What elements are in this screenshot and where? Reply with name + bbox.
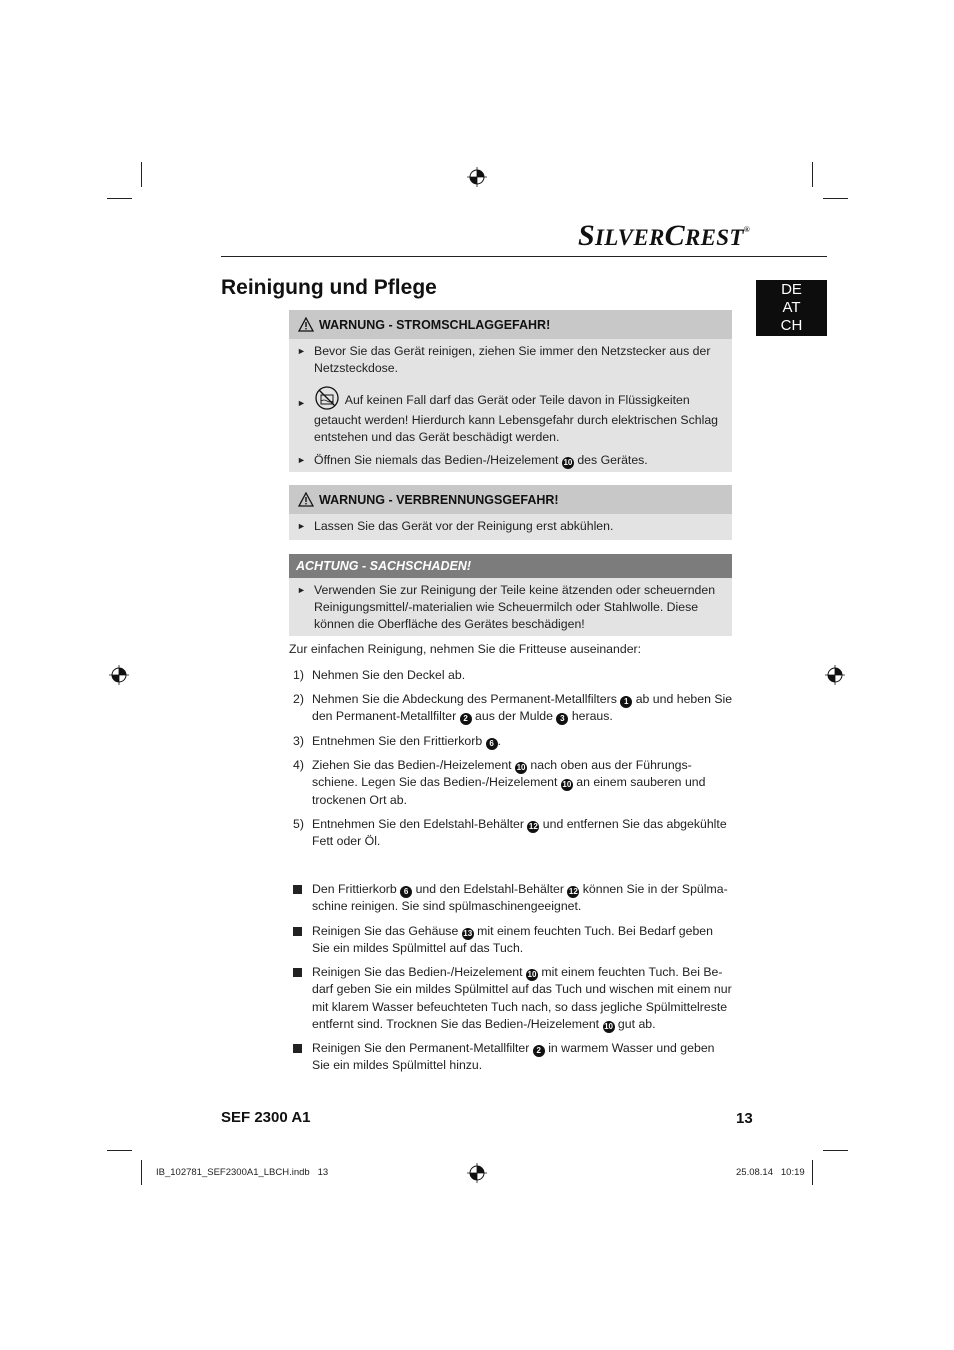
- brand-letters: REST: [684, 225, 744, 250]
- step-text-part: Ziehen Sie das Bedien-/Heizelement: [312, 758, 516, 772]
- warning-electric-bullet: [289, 386, 734, 446]
- cleaning-text-part: können Sie in der Spülma-schine reinigen. Sie sind spülmaschinengeeignet.: [312, 882, 728, 914]
- cleaning-text-part: mit einem feuchten Tuch. Bei Bedarf geben Sie ein mildes Spülmittel auf das Tuch.: [312, 924, 713, 956]
- step-text-part: und entfernen Sie das abgekühlte Fett oder Öl.: [312, 817, 727, 849]
- crop-mark: [141, 1160, 142, 1185]
- caution-bullet: [289, 582, 734, 633]
- crop-mark: [823, 198, 848, 199]
- step-text-part: ab und heben Sie den Permanent-Metallfilter: [312, 692, 733, 724]
- page-title: Reinigung und Pflege: [221, 276, 437, 299]
- warning-burn-heading: [289, 485, 732, 514]
- square-bullet-icon: [293, 927, 302, 936]
- step-text-part: Entnehmen Sie den Edelstahl-Behälter: [312, 817, 528, 831]
- cleaning-text-part: Reinigen Sie das Gehäuse: [312, 924, 462, 938]
- language-code: DE: [781, 281, 802, 298]
- arrow-bullet-icon: ►: [297, 346, 306, 356]
- warning-triangle-icon: [298, 317, 314, 332]
- page-number: 13: [736, 1110, 753, 1127]
- cleaning-text-part: Den Frittierkorb: [312, 882, 401, 896]
- bullet-text: Auf keinen Fall darf das Gerät oder Teile davon in Flüssigkeiten getaucht werden! Hierdurch kann Lebensgefahr durch elektrischen Schlag entstehen und das Gerät beschädigt werden.: [314, 393, 718, 444]
- step-text-part: .: [497, 734, 502, 748]
- square-bullet-icon: [293, 1044, 302, 1053]
- no-water-immersion-icon: [314, 386, 340, 412]
- print-slug-date: 25.08.14 10:19: [736, 1167, 805, 1178]
- step-text: Nehmen Sie den Deckel ab.: [312, 668, 466, 682]
- part-number-badge: 12: [568, 887, 578, 896]
- step-text: [312, 816, 734, 851]
- part-number-badge: 10: [527, 970, 537, 979]
- warning-electric-title: WARNUNG - STROMSCHLAGGEFAHR!: [319, 317, 551, 332]
- step-text-part: nach oben aus der Führungs-schiene. Legen Sie das Bedien-/Heizelement: [312, 758, 692, 790]
- step-text: [312, 733, 734, 750]
- step-number: 5): [293, 817, 304, 831]
- print-slug-file: IB_102781_SEF2300A1_LBCH.indb 13: [156, 1167, 329, 1178]
- warning-triangle-icon: [298, 492, 314, 507]
- cleaning-text: [312, 1040, 734, 1075]
- cleaning-text: [312, 881, 734, 916]
- registration-mark-icon: [109, 665, 129, 685]
- caution-heading: ACHTUNG - SACHSCHADEN!: [289, 554, 732, 578]
- cleaning-text-part: gut ab.: [614, 1017, 656, 1032]
- part-number-badge: 2: [460, 713, 472, 725]
- step-number: 1): [293, 668, 304, 682]
- crop-mark: [107, 198, 132, 199]
- step-text-part: aus der Mulde: [471, 709, 557, 724]
- part-number-badge: 10: [516, 763, 526, 772]
- language-code: AT: [782, 299, 801, 316]
- step-text-part: heraus.: [568, 709, 613, 724]
- language-code: CH: [780, 317, 803, 334]
- part-number-badge: 10: [563, 458, 573, 467]
- warning-electric-heading: [289, 310, 732, 339]
- crop-mark: [107, 1150, 132, 1151]
- language-badge: [756, 280, 827, 336]
- arrow-bullet-icon: ►: [297, 585, 306, 595]
- warning-burn-box: [289, 485, 732, 540]
- registration-mark-icon: [467, 167, 487, 187]
- warning-burn-title: WARNUNG - VERBRENNUNGSGEFAHR!: [319, 492, 559, 507]
- registration-mark-icon: [467, 1163, 487, 1183]
- warning-burn-bullet: [289, 518, 734, 535]
- step-text-part: an einem sauberen und trockenen Ort ab.: [312, 775, 706, 807]
- step-text-part: Entnehmen Sie den Frittierkorb: [312, 734, 486, 748]
- registration-mark-icon: [825, 665, 845, 685]
- part-number-badge: 2: [533, 1045, 545, 1057]
- bullet-text: Lassen Sie das Gerät vor der Reinigung erst abkühlen.: [314, 519, 614, 533]
- part-number-badge: 3: [556, 713, 568, 725]
- crop-mark: [141, 162, 142, 187]
- square-bullet-icon: [293, 968, 302, 977]
- header-rule: [221, 256, 827, 257]
- step-text: [312, 691, 734, 726]
- step-number: 3): [293, 734, 304, 748]
- brand-letter: S: [578, 219, 595, 252]
- registered-mark: ®: [743, 225, 750, 234]
- cleaning-text-part: mit einem feuchten Tuch. Bei Be-darf geben Sie ein mildes Spülmittel auf das Tuch und wischen mit einem nur mit klarem Wasser befeuchteten Tuch nach, so dass jegliche Spülmittelreste entfernt sind. Trocknen Sie das Bedien-/Heizelement: [312, 965, 732, 1032]
- warning-electric-bullet: [289, 452, 734, 469]
- warning-electric-box: [289, 310, 732, 472]
- part-number-badge: 12: [528, 822, 538, 831]
- step-text: [312, 757, 734, 809]
- bullet-text: Bevor Sie das Gerät reinigen, ziehen Sie immer den Netzstecker aus der Netzsteckdose.: [314, 344, 711, 375]
- cleaning-text-part: in warmem Wasser und geben Sie ein mildes Spülmittel hinzu.: [312, 1041, 715, 1073]
- brand-letters: ILVER: [595, 225, 665, 250]
- step-number: 4): [293, 758, 304, 772]
- square-bullet-icon: [293, 885, 302, 894]
- cleaning-text-part: und den Edelstahl-Behälter: [412, 882, 568, 896]
- part-number-badge: 6: [400, 886, 412, 898]
- bullet-text: Öffnen Sie niemals das Bedien-/Heizelement: [314, 453, 562, 467]
- cleaning-text-part: Reinigen Sie den Permanent-Metallfilter: [312, 1041, 533, 1055]
- arrow-bullet-icon: ►: [297, 455, 306, 465]
- step-text-part: Nehmen Sie die Abdeckung des Permanent-Metallfilters: [312, 692, 621, 706]
- brand-letter: C: [664, 219, 685, 252]
- footer-model: SEF 2300 A1: [221, 1109, 311, 1126]
- cleaning-text: [312, 923, 734, 958]
- cleaning-text-part: Reinigen Sie das Bedien-/Heizelement: [312, 965, 526, 979]
- bullet-text: Verwenden Sie zur Reinigung der Teile keine ätzenden oder scheuernden Reinigungsmittel/-materialien wie Scheuermilch oder Stahlwolle. Diese können die Oberfläche des Gerätes beschädigen!: [314, 583, 716, 631]
- intro-text: Zur einfachen Reinigung, nehmen Sie die Fritteuse auseinander:: [289, 642, 642, 656]
- part-number-badge: 6: [486, 738, 498, 750]
- part-number-badge: 10: [562, 780, 572, 790]
- crop-mark: [812, 1160, 813, 1185]
- crop-mark: [823, 1150, 848, 1151]
- step-number: 2): [293, 692, 304, 706]
- caution-box: [289, 554, 732, 636]
- part-number-badge: 10: [604, 1022, 613, 1032]
- part-number-badge: 13: [463, 929, 473, 938]
- arrow-bullet-icon: ►: [297, 398, 306, 408]
- arrow-bullet-icon: ►: [297, 521, 306, 531]
- part-number-badge: 1: [620, 696, 632, 708]
- brand-logo: [560, 219, 750, 253]
- warning-electric-bullet: [289, 343, 734, 377]
- crop-mark: [812, 162, 813, 187]
- cleaning-text: [312, 964, 734, 1034]
- bullet-text: des Gerätes.: [573, 453, 648, 467]
